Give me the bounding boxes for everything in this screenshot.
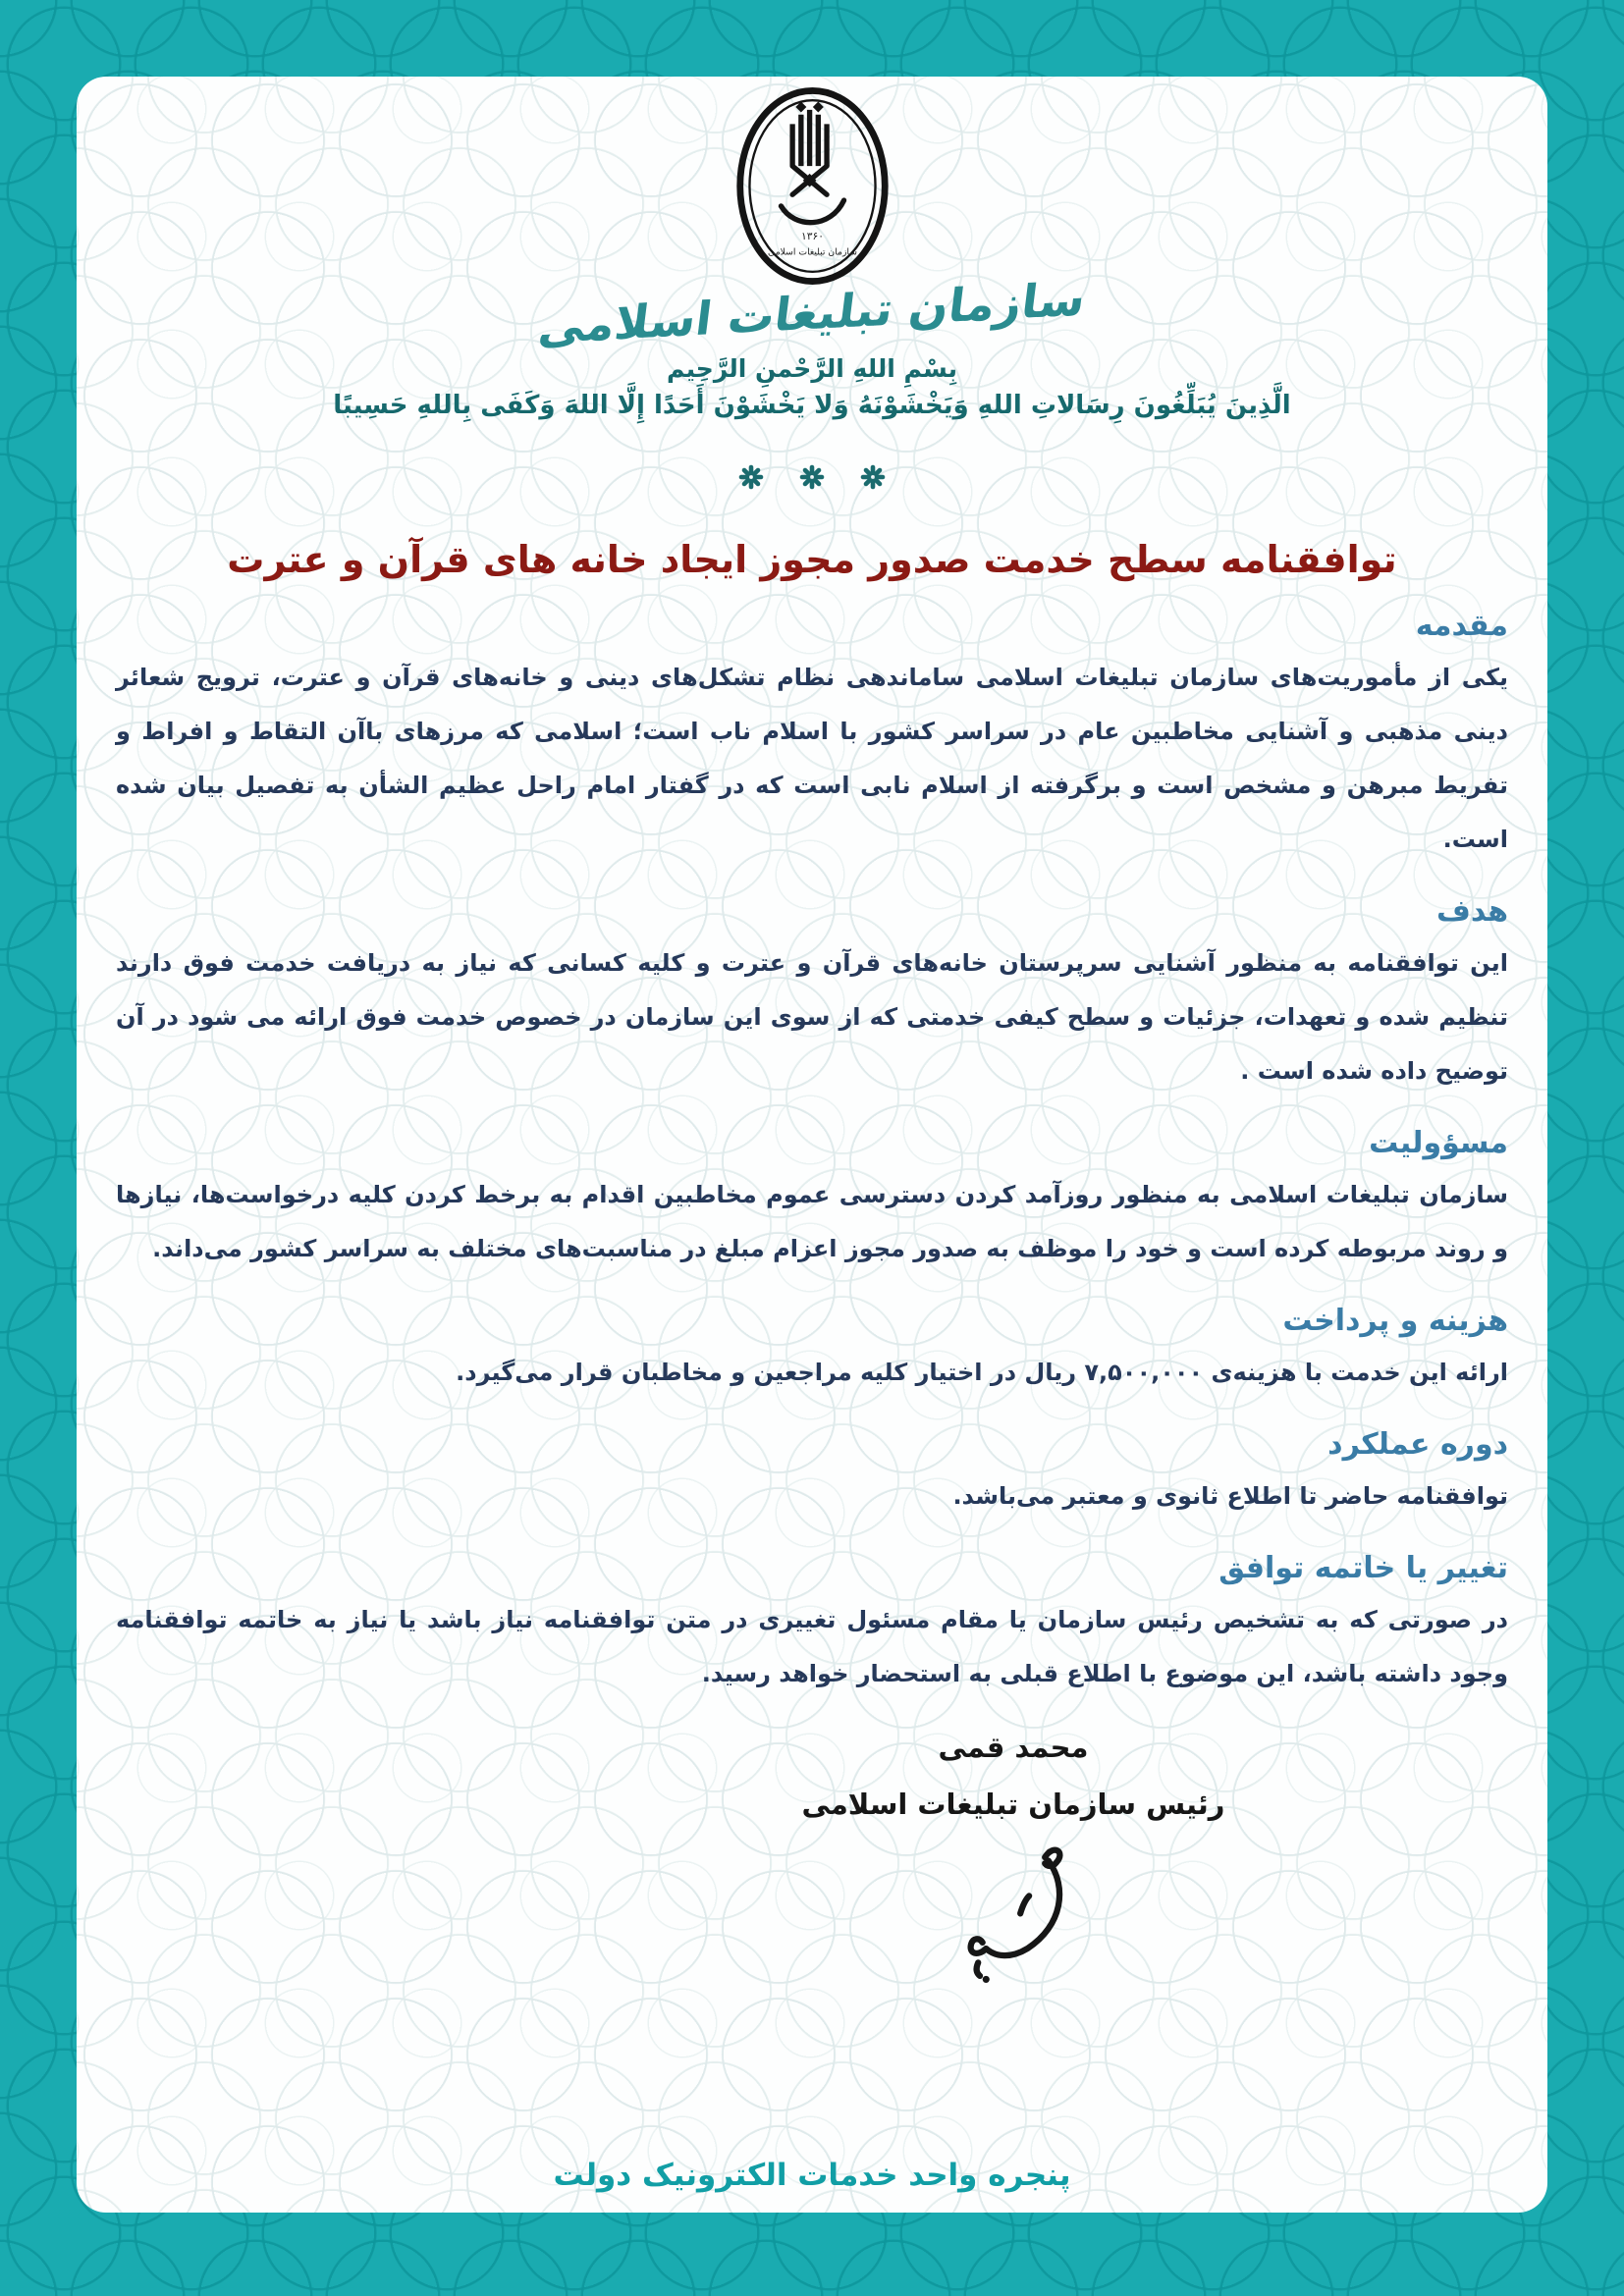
sections [116, 609, 1508, 1701]
section-title: مسؤولیت [1369, 1126, 1508, 1160]
section-body: یکی از مأموریت‌های سازمان تبلیغات اسلامی ساماندهی نظام تشکل‌های دینی و خانه‌های قرآن و عترت، ترویج شعائر دینی مذهبی و آشنایی مخاطبین عام در سراسر کشور با اسلام ناب است؛ اسلامی که مرزهای باآن التقاط و افراط و تفریط مبرهن و مشخص است و برگرفته از اسلام نابی است که در گفتار امام راحل عظیم الشأن به تفصیل بیان شده است. [116, 664, 1508, 853]
section-body: این توافقنامه به منظور آشنایی سرپرستان خانه‌های قرآن و عترت و کلیه کسانی که نیاز به دریافت خدمت فوق دارند تنظیم شده و تعهدات، جزئیات و سطح کیفی خدمتی که از سوی این سازمان در خصوص خدمت فوق ارائه می شود در آن توضیح داده شده است . [116, 949, 1508, 1085]
eight-petal-flower-icon [737, 463, 765, 491]
organization-calligraphy: سازمان تبلیغات اسلامی [535, 272, 1089, 355]
signatory-name: محمد قمی [938, 1731, 1089, 1764]
document-title: توافقنامه سطح خدمت صدور مجوز ایجاد خانه های قرآن و عترت [227, 538, 1397, 581]
letter-sheet [77, 77, 1547, 2213]
quran-verse-text: الَّذِينَ يُبَلِّغُونَ رِسَالاتِ اللهِ وَيَخْشَوْنَهُ وَلا يَخْشَوْنَ أَحَدًا إِلَّا اللهَ وَكَفَى بِاللهِ حَسِيبًا [333, 391, 1291, 420]
section-title: هدف [1436, 894, 1508, 929]
eight-petal-flower-icon [798, 463, 826, 491]
svg-text:سازمان تبلیغات اسلامی: سازمان تبلیغات اسلامی [767, 246, 857, 258]
svg-text:۱۳۶۰: ۱۳۶۰ [800, 229, 824, 242]
footer-egov-window: پنجره واحد خدمات الکترونیک دولت [553, 2158, 1071, 2193]
section-introduction [116, 609, 1508, 867]
signatory-role: رئیس سازمان تبلیغات اسلامی [801, 1788, 1225, 1821]
section-title: تغییر یا خاتمه توافق [1218, 1551, 1508, 1585]
flower-separator-row [77, 463, 1547, 491]
signature-block [709, 1731, 1318, 2003]
section-title: هزینه و پرداخت [1282, 1304, 1508, 1338]
section-cost-payment [116, 1304, 1508, 1400]
section-goal [116, 894, 1508, 1098]
section-change-termination [116, 1551, 1508, 1701]
islamic-propagation-organization-emblem-icon [731, 82, 893, 291]
section-body: سازمان تبلیغات اسلامی به منظور روزآمد کردن دسترسی عموم مخاطبین اقدام به برخط کردن کلیه درخواست‌ها، نیازها و روند مربوطه کرده است و خود را موظف به صدور مجوز اعزام مبلغ در مناسبت‌های مختلف به سراسر کشور می‌داند. [116, 1181, 1508, 1262]
handwritten-signature-icon [910, 1833, 1116, 2000]
calligraphy-row [77, 272, 1547, 355]
emblem-wrap [77, 82, 1547, 294]
section-body: توافقنامه حاضر تا اطلاع ثانوی و معتبر می‌باشد. [952, 1482, 1508, 1510]
bismillah-text: بِسْمِ اللهِ الرَّحْمنِ الرَّحِيم [667, 354, 957, 383]
section-title: دوره عملکرد [1327, 1427, 1508, 1462]
section-body: در صورتی که به تشخیص رئیس سازمان یا مقام مسئول تغییری در متن توافقنامه نیاز باشد یا نیاز به خاتمه توافقنامه وجود داشته باشد، این موضوع با اطلاع قبلی به استحضار خواهد رسید. [116, 1606, 1508, 1687]
section-responsibility [116, 1126, 1508, 1276]
eight-petal-flower-icon [859, 463, 887, 491]
section-performance-period [116, 1427, 1508, 1523]
section-body: ارائه این خدمت با هزینه‌ی ۷,۵۰۰,۰۰۰ ریال در اختیار کلیه مراجعین و مخاطبان قرار می‌گیرد. [456, 1359, 1508, 1386]
section-title: مقدمه [1415, 609, 1508, 643]
